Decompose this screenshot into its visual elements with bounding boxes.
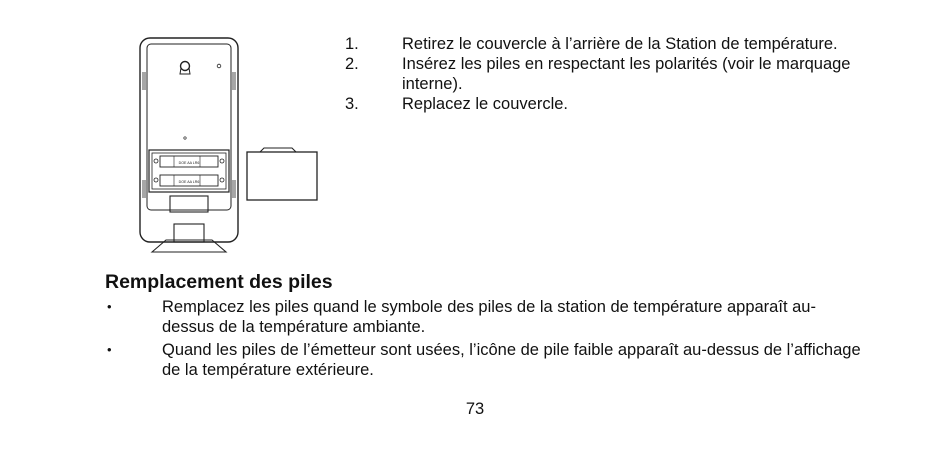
step-text: Replacez le couvercle. (402, 95, 568, 113)
bullet-item (105, 340, 865, 380)
hanger-hole (181, 62, 190, 71)
step-item (345, 94, 865, 114)
step-number: 2. (345, 55, 359, 73)
bullet-text: Remplacez les piles quand le symbole des piles de la station de température apparaît au-dessus de la température ambiante. (162, 298, 816, 336)
step-item (345, 34, 865, 54)
battery-cover (247, 152, 317, 200)
station-back-drawing (130, 30, 330, 260)
bullet-icon: • (107, 342, 112, 357)
bullet-list (105, 297, 865, 383)
section-heading: Remplacement des piles (105, 271, 333, 293)
page-number: 73 (465, 400, 485, 418)
bullet-item (105, 297, 865, 337)
step-text: Retirez le couvercle à l’arrière de la Station de température. (402, 35, 838, 53)
bullet-text: Quand les piles de l’émetteur sont usées, l’icône de pile faible apparaît au-dessus de l’affichage de la température extérieure. (162, 341, 861, 379)
step-text: Insérez les piles en respectant les polarités (voir le marquage interne). (402, 55, 851, 93)
step-number: 1. (345, 35, 359, 53)
battery-compartment-illustration (130, 30, 330, 260)
stand-neck (174, 224, 204, 242)
step-item (345, 54, 865, 94)
step-number: 3. (345, 95, 359, 113)
instruction-steps (345, 34, 865, 114)
battery-2-label: DOE AA LR6 (178, 180, 200, 184)
bullet-icon: • (107, 299, 112, 314)
battery-1-label: DOE AA LR6 (178, 161, 200, 165)
